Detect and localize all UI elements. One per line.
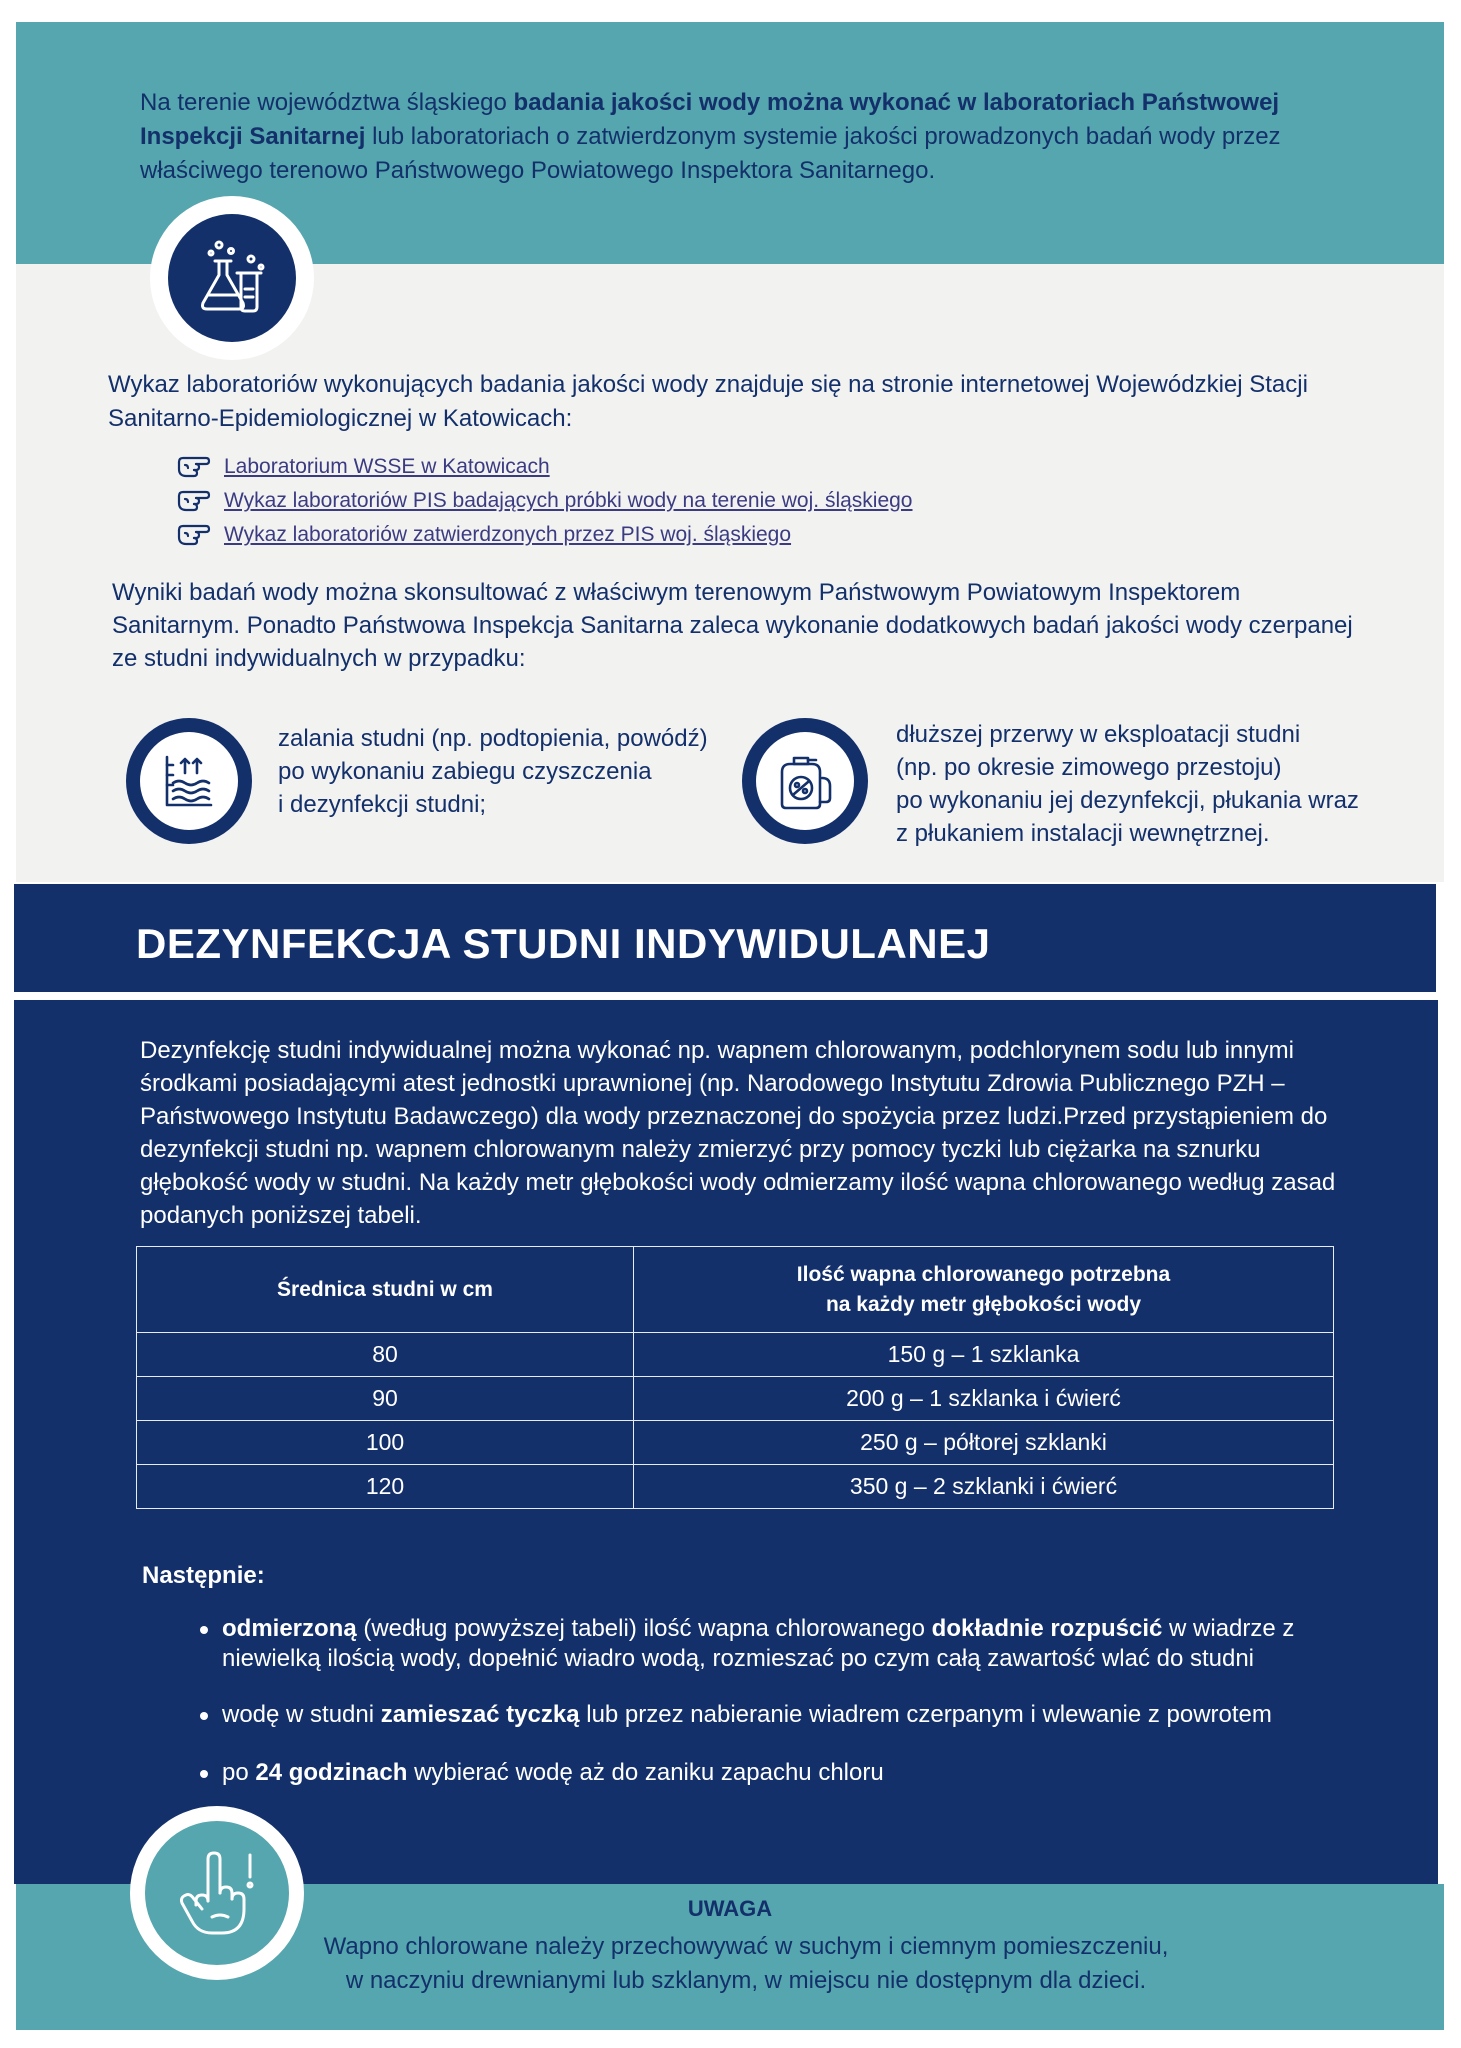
flood-water-icon [159,751,219,811]
warning-line: Wapno chlorowane należy przechowywać w suchym i ciemnym pomieszczeniu, [323,1933,1169,1960]
bullet-bold: zamieszać tyczką [380,1701,580,1728]
bullet-dot [200,1712,208,1720]
bullet-bold: 24 godzinach [255,1759,408,1786]
cell-diameter: 90 [137,1377,634,1421]
warning-title: UWAGA [687,1896,773,1921]
lab-links-list [176,450,913,552]
lab-flask-icon [191,237,273,319]
disinfection-text: Dezynfekcję studni indywidualnej można wykonać np. wapnem chlorowanym, podchlorynem sodu lub innymi środkami posiadającymi atest jednostki uprawnionej (np. Narodowego Instytutu Zdrowia Publicznego PZH – Państwowego Instytutu Badawczego) dla wody przeznaczonej do spożycia przez ludzi.Przed przystąpieniem do dezynfekcji studni np. wapnem chlorowanym należy zmierzyć przy pomocy tyczki lub ciężarka na sznurku głębokość wody w studni. Na każdy metr głębokości wody odmierzamy ilość wapna chlorowanego według zasad podanych poniższej tabeli. [140,1037,1336,1229]
case-pause-text [896,718,1416,850]
case-flooding-line: po wykonaniu zabiegu czyszczenia [278,758,652,785]
list-item [222,1614,1362,1674]
table-row [137,1377,1334,1421]
header-amount-line: Ilość wapna chlorowanego potrzebna [796,1262,1171,1286]
table-header-row [137,1247,1334,1333]
link-pis-water-labs[interactable]: Wykaz laboratoriów PIS badających próbki wody na terenie woj. śląskiego [224,489,913,512]
link-wsse-laboratory[interactable]: Laboratorium WSSE w Katowicach [224,455,550,478]
next-steps-title: Następnie: [142,1562,265,1589]
warning-line: w naczyniu drewnianymi lub szklanym, w miejscu nie dostępnym dla dzieci. [345,1967,1147,1994]
bullet-text: (według powyższej tabeli) ilość wapna chlorowanego [356,1615,932,1642]
lab-link-row [176,450,913,484]
case-pause-line: po wykonaniu jej dezynfekcji, płukania wraz [896,787,1359,814]
cell-diameter: 100 [137,1421,634,1465]
pointing-hand-icon [176,454,212,480]
lab-link-row [176,484,913,518]
bullet-dot [200,1770,208,1778]
intro-text [140,86,1320,188]
case-pause-line: z płukaniem instalacji wewnętrznej. [896,820,1270,847]
cell-diameter: 120 [137,1465,634,1509]
cell-diameter: 80 [137,1333,634,1377]
cell-amount: 150 g – 1 szklanka [634,1333,1334,1377]
raised-finger-icon [172,1843,262,1943]
case-pause-line: dłuższej przerwy w eksploatacji studni [896,721,1301,748]
case-flooding-line: i dezynfekcji studni; [278,791,487,818]
header-diameter: Średnica studni w cm [137,1247,634,1333]
intro-prefix: Na terenie województwa śląskiego [140,89,514,116]
dose-table [136,1246,1334,1509]
section-title: DEZYNFEKCJA STUDNI INDYWIDULANEJ [136,920,991,967]
table-row [137,1421,1334,1465]
pointing-hand-icon [176,488,212,514]
pointing-hand-icon [176,522,212,548]
warning-text [316,1930,1176,1998]
bullet-text: wybierać wodę aż do zaniku zapachu chloru [407,1759,884,1786]
table-row [137,1465,1334,1509]
bullet-text: lub przez nabieranie wiadrem czerpanym i wlewanie z powrotem [579,1701,1272,1728]
disinfectant-bottle-icon [774,750,836,812]
results-consult-text: Wyniki badań wody można skonsultować z właściwym terenowym Państwowym Powiatowym Inspektorem Sanitarnym. Ponadto Państwowa Inspekcja Sanitarna zaleca wykonanie dodatkowych badań jakości wody czerpanej ze studni indywidualnych w przypadku: [112,579,1353,672]
bullet-bold: odmierzoną [222,1615,357,1642]
header-amount-line: na każdy metr głębokości wody [825,1292,1142,1316]
list-item [222,1758,1362,1788]
disinfectant-icon-badge [742,718,868,844]
flood-icon-badge [126,718,252,844]
case-flooding-text [278,722,748,821]
bullet-bold: dokładnie rozpuścić [931,1615,1163,1642]
link-approved-labs[interactable]: Wykaz laboratoriów zatwierdzonych przez PIS woj. śląskiego [224,523,792,546]
list-item [222,1700,1362,1730]
bullet-dot [200,1626,208,1634]
bullet-text: w wiadrze z niewielką ilością wody, dopełnić wiadro wodą, rozmieszać po czym całą zawartość wlać do studni [222,1615,1295,1672]
case-pause-line: (np. po okresie zimowego przestoju) [896,754,1282,781]
lab-link-row [176,518,913,552]
cell-amount: 200 g – 1 szklanka i ćwierć [634,1377,1334,1421]
warning-icon-badge [130,1806,304,1980]
intro-suffix: lub laboratoriach o zatwierdzonym systemie jakości prowadzonych badań wody przez właściwego terenowo Państwowego Powiatowego Inspektora Sanitarnego. [140,123,1281,184]
table-row [137,1333,1334,1377]
cell-amount: 250 g – półtorej szklanki [634,1421,1334,1465]
bullet-text: wodę w studni [222,1701,381,1728]
section-heading-band [14,884,1436,992]
intro-bold: badania jakości wody można wykonać w laboratoriach Państwowej Inspekcji Sanitarnej [140,89,1280,150]
case-flooding-line: zalania studni (np. podtopienia, powódź) [278,725,708,752]
header-amount [634,1247,1334,1333]
labs-intro-text: Wykaz laboratoriów wykonujących badania jakości wody znajduje się na stronie internetowej Wojewódzkiej Stacji Sanitarno-Epidemiologicznej w Katowicach: [108,371,1308,432]
cell-amount: 350 g – 2 szklanki i ćwierć [634,1465,1334,1509]
lab-icon-badge [150,196,314,360]
bullet-text: po [222,1759,256,1786]
